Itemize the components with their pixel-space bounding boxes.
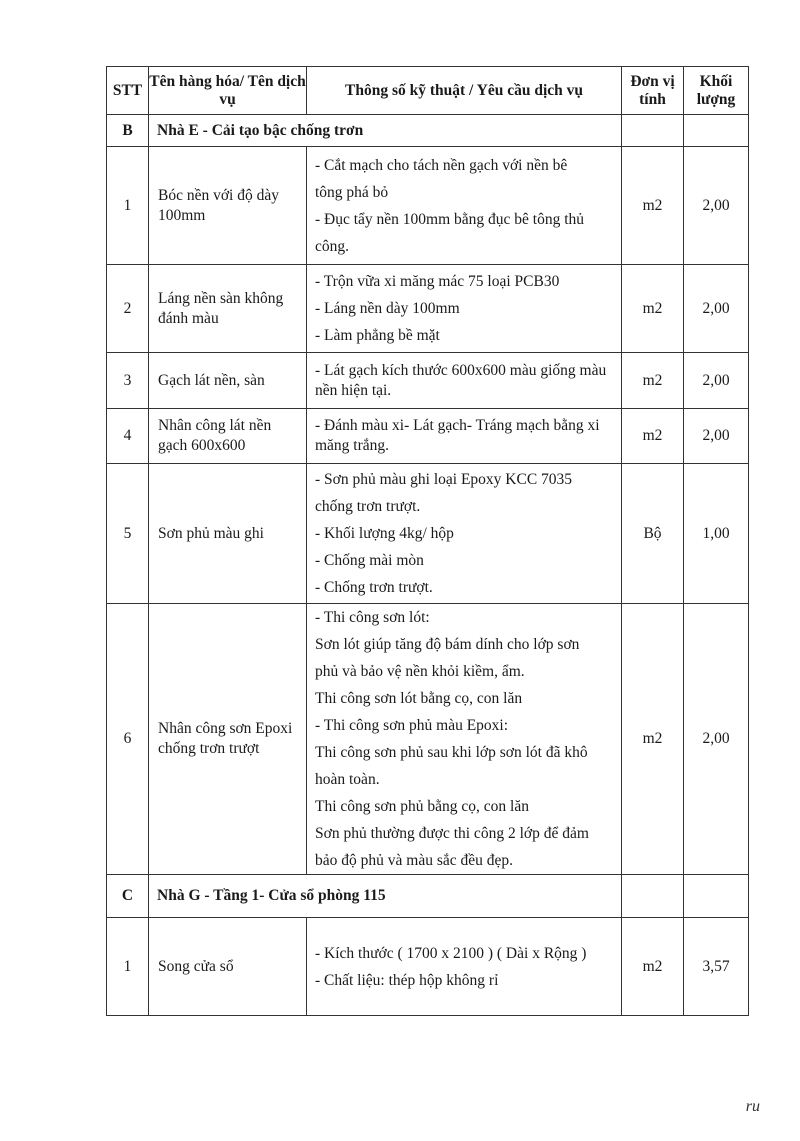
spec-line: - Đục tẩy nền 100mm bằng đục bê tông thủ (315, 210, 585, 228)
row-qty: 1,00 (684, 464, 749, 604)
spec-line: - Thi công sơn phủ màu Epoxi: (315, 717, 509, 734)
row-spec (307, 604, 622, 875)
row-stt: 4 (107, 409, 149, 464)
spec-line: bảo độ phủ và màu sắc đều đẹp. (315, 852, 513, 869)
row-stt: 1 (107, 918, 149, 1016)
table-row (107, 604, 749, 875)
row-name: Nhân công sơn Epoxi chống trơn trượt (149, 604, 307, 875)
spec-line: phủ và bảo vệ nền khỏi kiềm, ẩm. (315, 663, 525, 680)
spec-line: - Đánh màu xi- Lát gạch- Tráng mạch bằng xi măng trắng. (315, 417, 600, 454)
row-name: Song cửa sổ (149, 918, 307, 1016)
row-name: Láng nền sàn không đánh màu (149, 265, 307, 353)
row-unit: m2 (622, 147, 684, 265)
row-qty: 2,00 (684, 353, 749, 409)
row-spec (307, 409, 622, 464)
row-qty: 3,57 (684, 918, 749, 1016)
spec-line: công. (315, 237, 350, 255)
handwritten-initials: ru (745, 1098, 760, 1115)
table-row (107, 353, 749, 409)
row-name: Bóc nền với độ dày 100mm (149, 147, 307, 265)
row-unit: m2 (622, 353, 684, 409)
spec-line: - Làm phẳng bề mặt (315, 327, 440, 344)
empty-cell (622, 115, 684, 147)
spec-line: - Thi công sơn lót: (315, 609, 430, 626)
section-code: B (107, 115, 149, 147)
spec-line: - Lát gạch kích thước 600x600 màu giống màu nền hiện tại. (315, 361, 607, 399)
empty-cell (684, 875, 749, 918)
spec-line: - Chống mài mòn (315, 552, 424, 569)
row-spec (307, 147, 622, 265)
row-qty: 2,00 (684, 265, 749, 353)
row-unit: m2 (622, 265, 684, 353)
section-title: Nhà G - Tầng 1- Cửa sổ phòng 115 (149, 875, 622, 918)
spec-line: - Khối lượng 4kg/ hộp (315, 525, 454, 542)
table-row (107, 464, 749, 604)
row-stt: 1 (107, 147, 149, 265)
section-row-b (107, 115, 749, 147)
section-row-c (107, 875, 749, 918)
row-spec (307, 265, 622, 353)
row-unit: m2 (622, 604, 684, 875)
header-stt: STT (107, 67, 149, 115)
row-stt: 3 (107, 353, 149, 409)
header-qty: Khối lượng (684, 67, 749, 115)
table-header-row (107, 67, 749, 115)
spec-line: - Cắt mạch cho tách nền gạch với nền bê (315, 156, 568, 174)
spec-line: chống trơn trượt. (315, 498, 421, 515)
spec-line: Thi công sơn phủ sau khi lớp sơn lót đã khô (315, 744, 588, 761)
row-spec (307, 918, 622, 1016)
row-spec (307, 464, 622, 604)
section-code: C (107, 875, 149, 918)
table-row (107, 409, 749, 464)
row-unit: m2 (622, 918, 684, 1016)
row-qty: 2,00 (684, 409, 749, 464)
spec-line: Thi công sơn phủ bằng cọ, con lăn (315, 798, 529, 815)
row-unit: Bộ (622, 464, 684, 604)
spec-line: - Láng nền dày 100mm (315, 300, 460, 317)
header-spec: Thông số kỹ thuật / Yêu cầu dịch vụ (307, 67, 622, 115)
spec-line: hoàn toàn. (315, 771, 380, 788)
spec-line: tông phá bỏ (315, 183, 389, 201)
row-qty: 2,00 (684, 604, 749, 875)
row-stt: 5 (107, 464, 149, 604)
table-row (107, 918, 749, 1016)
table-row (107, 147, 749, 265)
row-unit: m2 (622, 409, 684, 464)
spec-line: - Sơn phủ màu ghi loại Epoxy KCC 7035 (315, 471, 573, 488)
row-name: Sơn phủ màu ghi (149, 464, 307, 604)
header-name: Tên hàng hóa/ Tên dịch vụ (149, 67, 307, 115)
row-stt: 2 (107, 265, 149, 353)
section-title: Nhà E - Cải tạo bậc chống trơn (149, 115, 622, 147)
spec-line: - Chất liệu: thép hộp không rỉ (315, 971, 499, 989)
spec-line: - Trộn vữa xi măng mác 75 loại PCB30 (315, 273, 560, 290)
spec-line: - Chống trơn trượt. (315, 579, 433, 596)
bill-of-quantities-table (106, 66, 749, 1016)
row-spec (307, 353, 622, 409)
row-stt: 6 (107, 604, 149, 875)
row-name: Nhân công lát nền gạch 600x600 (149, 409, 307, 464)
table-row (107, 265, 749, 353)
row-name: Gạch lát nền, sàn (149, 353, 307, 409)
header-unit: Đơn vị tính (622, 67, 684, 115)
spec-line: Sơn lót giúp tăng độ bám dính cho lớp sơn (315, 636, 580, 653)
empty-cell (622, 875, 684, 918)
row-qty: 2,00 (684, 147, 749, 265)
empty-cell (684, 115, 749, 147)
spec-line: - Kích thước ( 1700 x 2100 ) ( Dài x Rộng ) (315, 944, 587, 962)
spec-line: Thi công sơn lót bằng cọ, con lăn (315, 690, 523, 707)
spec-line: Sơn phủ thường được thi công 2 lớp để đảm (315, 825, 589, 842)
